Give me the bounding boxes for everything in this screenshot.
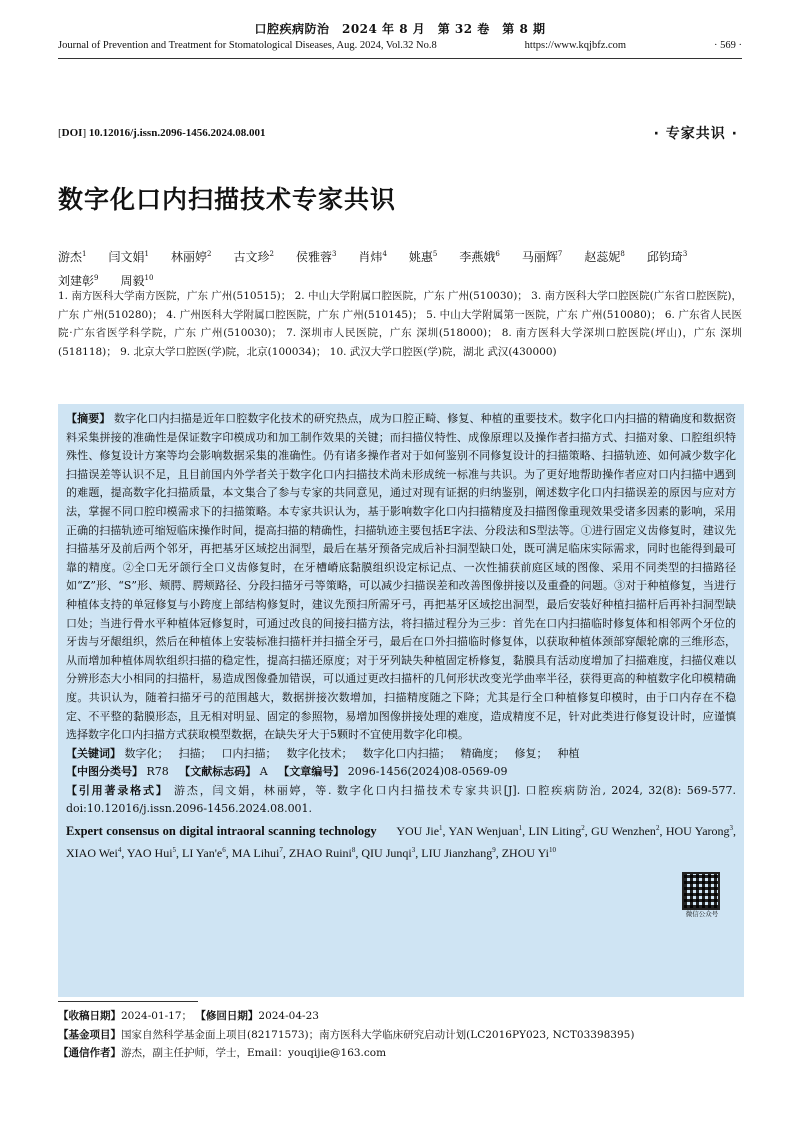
- english-author-name: QIU Junqi: [361, 845, 412, 860]
- author-name: 林丽婷: [170, 250, 207, 264]
- author-affiliation-mark: 10: [144, 274, 154, 282]
- english-author: LIN Liting$^2$,: [528, 824, 592, 839]
- keyword-items: [125, 747, 590, 760]
- english-author-name: ZHOU Yi: [501, 845, 549, 860]
- author-list: [58, 244, 748, 292]
- author-affiliation-mark: 3: [682, 250, 688, 258]
- english-author-mark: 3: [729, 824, 734, 833]
- author-affiliation-mark: 7: [557, 250, 563, 258]
- author: [171, 250, 211, 264]
- author-name: 肖炜: [358, 250, 383, 264]
- citation-text: 游杰，闫文娟，林丽婷，等. 数字化口内扫描技术专家共识[J]. 口腔疾病防治, 2024, 32(8): 569-577. doi:10.12016/j.issn.2096-1456.2024.08.001.: [66, 783, 737, 816]
- author: [522, 250, 562, 264]
- doc-code-value: A: [259, 765, 268, 779]
- english-author-mark: 1: [518, 824, 523, 833]
- author: [233, 250, 273, 264]
- english-author-mark: 1: [439, 824, 443, 833]
- english-author-name: LIN Liting: [528, 824, 582, 839]
- qr-label: 微信公众号: [685, 910, 719, 918]
- english-author-mark: 10: [548, 845, 556, 854]
- author-name: 马丽辉: [521, 250, 558, 264]
- classification-line: [66, 763, 736, 782]
- clc-value: R78: [146, 765, 169, 779]
- keyword: 数字化技术；: [286, 746, 353, 760]
- article-number-value: 2096-1456(2024)08-0569-09: [347, 765, 508, 779]
- keyword: 种植: [557, 746, 580, 760]
- fund-line: [58, 1026, 634, 1045]
- english-author-mark: 9: [492, 845, 496, 854]
- author-name: 姚惠: [408, 250, 433, 264]
- correspondence-line: [58, 1044, 634, 1063]
- revised-label: 【修回日期】: [195, 1010, 259, 1022]
- english-author: LI $Yan'e^6$,: [182, 845, 232, 860]
- author: [358, 250, 386, 264]
- correspondence-label: 【通信作者】: [58, 1047, 121, 1059]
- page-number: · 569 ·: [713, 40, 742, 51]
- author: [584, 250, 624, 264]
- english-author: YAN Wenjuan$^1$,: [448, 824, 529, 839]
- header-divider: [58, 58, 742, 59]
- english-title: Expert consensus on digital intraoral scanning technology: [66, 824, 377, 839]
- author-affiliation-mark: 4: [382, 250, 387, 258]
- doc-code-label: 【文献标志码】: [179, 765, 257, 779]
- english-author: QIU Junqi$^3$,: [361, 845, 422, 860]
- correspondence-text: 游杰，副主任护师，学士，Email：youqijie@163.com: [121, 1047, 387, 1059]
- author-affiliation-mark: 9: [94, 274, 99, 282]
- doi-label: DOI: [61, 127, 83, 139]
- keyword: 口内扫描；: [221, 746, 277, 760]
- english-author-mark: 2: [581, 824, 585, 833]
- author: [120, 274, 153, 288]
- journal-header-cn: 口腔疾病防治 2024 年 8 月 第 32 卷 第 8 期: [254, 22, 546, 36]
- english-author-name: YAN Wenjuan: [448, 824, 519, 839]
- english-author: YAO Hui$^5$,: [126, 845, 183, 860]
- received-date: 2024-01-17；: [121, 1010, 193, 1022]
- english-author: LIU Jianzhang$^9$,: [421, 845, 502, 860]
- article-number-label: 【文章编号】: [278, 765, 345, 779]
- author-name: 侯雅蓉: [295, 250, 332, 264]
- english-author: MA Lihui$^7$,: [231, 845, 289, 860]
- author-name: 周毅: [120, 274, 145, 288]
- keywords-label: 【关键词】: [66, 746, 121, 760]
- author-affiliation-mark: 1: [82, 250, 87, 258]
- english-author: ZHAO Ruini$^8$,: [288, 845, 362, 860]
- fund-text: 国家自然科学基金面上项目(82171573)；南方医科大学临床研究启动计划(LC2016PY023, NCT03398395): [121, 1028, 635, 1041]
- keyword: 扫描；: [178, 746, 212, 760]
- english-author-name: ZHAO Ruini: [288, 845, 352, 860]
- author-affiliation-mark: 5: [432, 250, 438, 258]
- author-affiliation-mark: 2: [206, 250, 212, 258]
- clc-label: 【中图分类号】: [66, 765, 143, 779]
- journal-name-en: Journal of Prevention and Treatment for Stomatological Diseases, Aug. 2024, Vol.32 No.8: [58, 40, 437, 51]
- author-name: 闫文娟: [108, 250, 145, 264]
- abstract-text: 数字化口内扫描是近年口腔数字化技术的研究热点，成为口腔正畸、修复、种植的重要技术。数字化口内扫描的精确度和数据资料采集拼接的准确性是保证数字印模成功和加工制作效果的关键；而扫描仪特性、成像原理以及操作者扫描方式、扫描对象、口腔组织特殊性、修复设计方案等均会影响数据采集的准确性。仍有诸多操作者对于如何鉴别不同修复设计的扫描策略、扫描轨迹、如何减少数字化扫描误差等认识不足，且目前国内外学者关于数字化口内扫描技术尚未形成统一标准与共识。为了更好地帮助操作者应对口内扫描中遇到的难题，提高数字化扫描质量，本文集合了参与专家的共同意见，通过对现有证据的归纳鉴别，阐述数字化口内扫描误差的原因与应对方法，掌握不同口腔印模需求下的扫描策略。本专家共识认为，基于影响数字化口内扫描精度及扫描图像重现效果受诸多因素的影响，采用正确的扫描轨迹可缩短临床操作时间，提高扫描的精确性，扫描轨迹主要包括E字法、分段法和S型法等。①进行固定义齿修复时，建议先扫描基牙及前后两个邻牙，再把基牙区域挖出洞型，最后在基牙预备完成后补扫洞型缺口处，既可满足临床实际需求，同时也能得到最可靠的精度。②全口无牙颌行全口义齿修复时，在牙槽嵴底黏膜组织设定标记点、一次性捕获前庭区域的图像、采用不同类型的扫描路径如“Z”形、“S”形、颊腭、腭颊路径、分段扫描牙弓等策略，可以减少扫描误差和改善图像拼接以及重叠的问题。③对于种植修复，当进行种植体支持的单冠修复与小跨度上部结构修复时，建议先预扫所需牙弓，再把基牙区域挖出洞型，最后安装好种植扫描杆后再补扫洞型缺口处；当进行骨水平种植体冠修复时，可通过改良的间接扫描方法，将扫描过程分为三步：首先在口内扫描临时修复体和相邻两个牙位的牙齿与牙龈组织，然后在种植体上安装标准扫描杆并扫描全牙弓，最后在口外扫描临时修复体，以获取种植体颈部穿龈轮廓的三维形态，从而增加种植体周软组织扫描的稳定性，提高扫描还原度；对于牙列缺失种植固定桥修复，黏膜具有活动度增加了扫描难度，扫描仪难以分辨形态大小相同的扫描杆，易造成图像叠加错误，可以通过更改扫描杆的几何形状改变光学曲率半径，获得更高的种植数字化印模精确度。共识认为，随着扫描牙弓的范围越大，数据拼接次数增加，扫描精度随之下降；尤其是行全口种植修复印模时，由于口内存在不稳定、不平整的黏膜形态，且无相对明显、固定的参照物，易增加图像拼接处理的难度，造成精度不足，针对此类进行修复设计时，应谨慎选择数字化口内扫描方式获取模型数据，在缺失牙大于5颗时不宜使用数字化印模。: [66, 412, 737, 742]
- english-author-name: HOU Yarong: [665, 824, 730, 839]
- english-author: HOU Yarong$^3$,: [665, 824, 737, 839]
- english-author: GU Wenzhen$^2$,: [591, 824, 666, 839]
- english-author-mark: 6: [222, 845, 226, 854]
- received-label: 【收稿日期】: [58, 1010, 121, 1022]
- author-name: 刘建彰: [58, 274, 95, 288]
- citation: [66, 782, 736, 819]
- english-author: [502, 846, 556, 860]
- keyword: 修复；: [514, 746, 548, 760]
- doi-value[interactable]: 10.12016/j.issn.2096-1456.2024.08.001: [88, 127, 266, 139]
- english-author-mark: 4: [117, 845, 122, 854]
- english-author-name: GU Wenzhen: [591, 824, 656, 839]
- keyword: 精确度；: [460, 746, 505, 760]
- english-title-block: [66, 819, 736, 862]
- english-author-name: MA Lihui: [231, 845, 280, 860]
- english-author-mark: 3: [411, 845, 416, 854]
- fund-label: 【基金项目】: [58, 1028, 121, 1041]
- english-author-name: LIU Jianzhang: [421, 845, 493, 860]
- english-author-name: YAO Hui: [126, 845, 173, 860]
- english-author-name: LI Yan'e: [182, 845, 223, 860]
- column-tag: · 专家共识 ·: [653, 126, 738, 142]
- dates-line: [58, 1007, 634, 1026]
- footnote-divider: [58, 1001, 198, 1002]
- author: [647, 250, 687, 264]
- english-author-mark: 8: [351, 845, 356, 854]
- keywords: [66, 745, 736, 764]
- author: [58, 274, 98, 288]
- article-title: 数字化口内扫描技术专家共识: [58, 185, 397, 214]
- journal-header-en: [58, 40, 742, 51]
- footnotes: [58, 1007, 634, 1063]
- qr-code-icon[interactable]: [682, 872, 720, 910]
- author-affiliation-mark: 2: [269, 250, 274, 258]
- english-author-mark: 7: [279, 845, 283, 854]
- qr-block: [682, 872, 722, 919]
- abstract: [66, 410, 736, 745]
- author-name: 游杰: [58, 250, 83, 264]
- abstract-label: 【摘要】: [66, 412, 111, 425]
- english-author-mark: 5: [172, 845, 177, 854]
- english-author: YOU Jie$^1$,: [396, 824, 449, 839]
- english-author-mark: 2: [655, 824, 660, 833]
- english-author: XIAO Wei$^4$,: [66, 845, 127, 860]
- author-affiliation-mark: 1: [144, 250, 149, 258]
- doi-line: [DOI] 10.12016/j.issn.2096-1456.2024.08.001: [58, 127, 266, 139]
- author: [108, 250, 148, 264]
- citation-label: 【引用著录格式】: [66, 783, 169, 797]
- author: [409, 250, 437, 264]
- author: [459, 250, 499, 264]
- keyword: 数字化口内扫描；: [362, 746, 451, 760]
- author-name: 赵蕊妮: [584, 250, 621, 264]
- affiliations: 1. 南方医科大学南方医院，广东 广州(510515)； 2. 中山大学附属口腔医院，广东 广州(510030)； 3. 南方医科大学口腔医院(广东省口腔医院)，广东 广州(510280)； 4. 广州医科大学附属口腔医院，广东 广州(510145)； 5. 中山大学附属第一医院，广东 广州(510080)； 6. 广东省人民医院·广东省医学科学院，广东 广州(510030)； 7. 深圳市人民医院，广东 深圳(518000)； 8. 南方医科大学深圳口腔医院(坪山)，广东 深圳(518118)； 9. 北京大学口腔医(学)院，北京(100034)； 10. 武汉大学口腔医(学)院，湖北 武汉(430000): [58, 290, 742, 358]
- author-affiliation-mark: 3: [331, 250, 337, 258]
- keyword: 数字化；: [124, 746, 169, 760]
- english-author-name: YOU Jie: [396, 824, 440, 839]
- revised-date: 2024-04-23: [258, 1010, 319, 1022]
- author: [58, 250, 86, 264]
- author-affiliation-mark: 6: [495, 250, 500, 258]
- author: [296, 250, 336, 264]
- journal-url[interactable]: https://www.kqjbfz.com: [524, 40, 627, 51]
- english-author-name: XIAO Wei: [66, 845, 118, 860]
- author-name: 古文珍: [233, 250, 270, 264]
- abstract-box: [58, 404, 744, 997]
- author-affiliation-mark: 8: [620, 250, 625, 258]
- author-name: 李燕娥: [459, 250, 496, 264]
- author-name: 邱钧琦: [646, 250, 683, 264]
